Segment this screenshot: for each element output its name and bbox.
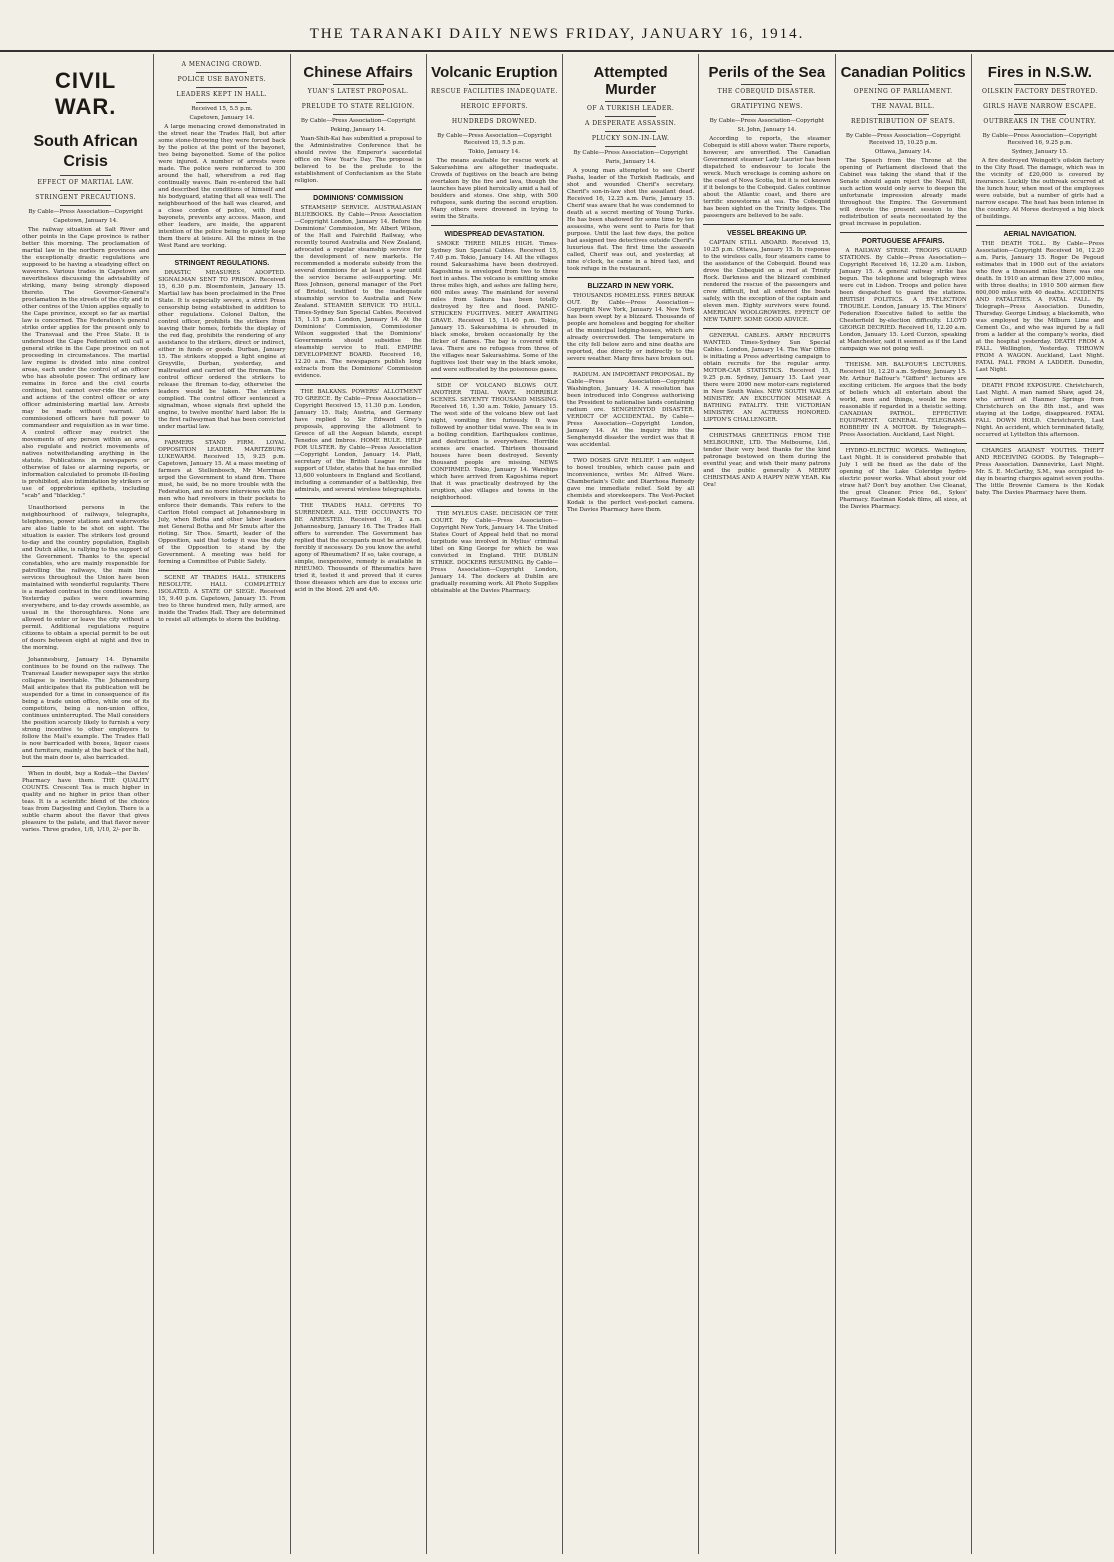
article-body: A large menacing crowd demonstrated in the street near the Trades Hall, but after some stone-throwing they were forced back by the police at the point of the bayonet, two being bayonetted. Some of the police were injured. A number of arrests were made. The police were reinforced to 300 around the hall, wherefrom a red flag continually waves. Bain re-entered the hall and described the conditions of himself and his bodyguard, stating that all was well. The neighbourhood of the hall was cleared, and a close cordon of police, with fixed bayonets, prevents any access. Mason, and other leaders, are inside, the apparent intention of the police being to quietly keep them there at leisure. All the mines in the West Rand are working. — [158, 124, 286, 249]
article-body-2: A RAILWAY STRIKE. TROOPS GUARD STATIONS. By Cable—Press Association—Copyright Received 16, 12.20 a.m. Lisbon, January 15. A general railway strike has begun. The telephone and telegraph wires were cut in Lisbon. Troops and police have been despatched to guard the stations. BRITISH POLITICS. A BY-ELECTION TROUBLE. London, January 15. The Miners' Federation Executive failed to settle the Chesterfield by-election difficulty. LLOYD GEORGE DECRIED. Received 16, 12.20 a.m. London, January 15. Lord Curzon, speaking at Manchester, said it seemed as if the Land campaign was not going well. — [839, 248, 967, 352]
divider — [878, 114, 929, 115]
section-rule — [295, 189, 422, 190]
article-body-4: CHARGES AGAINST YOUTHS. THEFT AND RECEIVING GOODS. By Telegraph—Press Association. Dannevirke, Last Night. Mr. S. E. McCarthy, S.M., was occupied to-day in hearing charges against seven youths. The little Brownie Camera is the Kodak baby. The Davies Pharmacy have them. — [975, 448, 1104, 496]
section-heading: AERIAL NAVIGATION. — [1003, 231, 1077, 238]
article-body-4: HYDRO-ELECTRIC WORKS. Wellington, Last Night. It is considered probable that July 1 will be fixed as the date of the opening of the Lake Coleridge hydro-electric power works. What about your old straw hat? Don't buy another. Use Cleanat, the great Cleaner. Price 6d., Sykes' Pharmacy. Eastman Kodak films, all sizes, at the Davies Pharmacy. — [839, 448, 967, 510]
column-heading: Perils of the Sea — [708, 64, 826, 81]
advertisement: When in doubt, buy a Kodak—the Davies' Pharmacy have them. THE QUALITY COUNTS. Crescent Tea is much higher in quality and no higher in price than other teas. It is a scientific blend of the choice teas from Darjeeling and Ceylon. There is a subtle charm about the flavor that gives pleasure to the palate, and that flavor never varies. Three grades, 1/8, 1/10, 2/- per lb. — [22, 771, 150, 833]
subheading: OF A TURKISH LEADER. — [587, 105, 675, 112]
article-body-3: Johannesburg, January 14. Dynamite continues to be found on the railway. The Transvaal Leader newspaper says the strike collapse is inevitable. The Johannesburg Mail anticipates that its publication will be suspended for a time in consequence of its being a trade union office, while one of its competitors, being a non-union office, continues uninterrupted. The Mail considers the position scarcely likely to furnish a very strong incentive to other employers to follow the Mail's example. The Trades Hall is now barricaded with boxes, liquor cases and furniture, mainly at the back of the hall, but the main door is, also barricaded. — [22, 657, 150, 761]
section-rule — [22, 766, 149, 767]
section-rule — [158, 435, 285, 436]
newspaper-title: THE TARANAKI DAILY NEWS FRIDAY, JANUARY 16, 1914. — [309, 26, 805, 42]
subheading: HUNDREDS DROWNED. — [451, 118, 537, 125]
article-body-2: STEAMSHIP SERVICE. AUSTRALASIAN BLUEBOOKS. By Cable—Press Association—Copyright London, January 14. Before the Dominions' Commission, Mr. Albert Wilson, of the Hall and Fairchild Railway, who recently toured Australia and New Zealand, advocated a regular steamship service for the development of new markets. He recommended a moderate subsidy from the several dominions for at least a year until the service became self-supporting. Mr. Ross Johnson, general manager of the Port of Bristol, testified to the inadequate steamship service to Australia and New Zealand. STEAMER SERVICE TO HULL. Times-Sydney Sun Special Cables. Received 15, 1.15 p.m. London, January 14. At the Dominions' Commission, Commissioner Wilson suggested that the Dominions' Governments should subsidise the steamship service to Hull. EMPIRE DEVELOPMENT BOARD. Received 16, 12.20 a.m. The newspapers publish long extracts from the Dominions' Commission evidence. — [294, 205, 422, 379]
divider — [605, 146, 656, 147]
section-heading: STRINGENT REGULATIONS. — [174, 260, 270, 267]
divider — [60, 190, 111, 191]
divider — [605, 116, 656, 117]
column-7 — [836, 54, 972, 1554]
masthead — [0, 0, 1114, 52]
section-rule — [840, 232, 967, 233]
section-heading: VESSEL BREAKING UP. — [727, 230, 807, 237]
article-body-3: THEISM. MR. BALFOUR'S LECTURES. Received 16, 12.20 a.m. Sydney, January 15. Mr. Arthur Balfour's "Gifford" lectures are exciting criticism. He argues that the body of beliefs which all entertain about the world, men and things, would be more reasonable if regarded in a theistic setting. CANADIAN PATROL. EFFECTIVE EQUIPMENT. GENERAL TELEGRAMS. ROBBERY IN A MOTOR. By Telegraph—Press Association. Auckland, Last Night. — [839, 362, 967, 438]
article-body: The means available for rescue work at Sakurashima are altogether inadequate. Crowds of fugitives on the beach are being overtaken by the fire and lava, though the launches have plied heroically amid a hail of boulders and stones. One ship, with 500 refugees, sank during the second eruption. Many others were drowned in trying to swim the Straits. — [430, 158, 558, 220]
section-rule — [976, 225, 1104, 226]
column-heading: Attempted Murder — [593, 64, 668, 98]
divider — [333, 114, 384, 115]
column-heading: Chinese Affairs — [303, 64, 413, 81]
article-body-2: DRASTIC MEASURES ADOPTED. SIGNALMAN SENT TO PRISON. Received 15, 6.30 p.m. Bloemfontein, January 15. Martial law has been proclaimed in the Free State. It is especially severe, a strict Press censorship being established in addition to other regulations. Colonel Dalton, the control officer, prohibits the strikers from leaving their homes, forbids the display of the red flag, prohibits the rendering of any assistance to the strikers, direct or indirect, either in funds or goods. Durban, January 15. The strikers stopped a light engine at Greyville, Durban, yesterday, and maltreated and carried off the fireman. The control officer ordered the strikers to release the fireman to-day, otherwise the leaders would be taken. The strikers complied. The control officer sentenced a signalman, whose signals first upheld the engine, to twelve months' hard labor. He is the first railwayman that has been convicted under martial law. — [158, 270, 286, 430]
subheading: POLICE USE BAYONETS. — [177, 76, 267, 83]
column-heading: Fires in N.S.W. — [987, 64, 1092, 81]
subheading: REDISTRIBUTION OF SEATS. — [850, 118, 956, 125]
divider — [878, 84, 929, 85]
credit-line: By Cable—Press Association—Copyright Received 15, 10.25 p.m. — [845, 133, 961, 146]
divider — [878, 99, 929, 100]
section-rule — [158, 254, 285, 255]
article-body-2: CAPTAIN STILL ABOARD. Received 15, 10.25 p.m. Ottawa, January 15. In response to the wireless calls, four steamers came to the assistance of the Cobequid. Bound was drove the Cobequid on a reef at Trinity Rock. Darkness and the blizzard combined rendered the rescue of the passengers and crew difficult, but all entered the boats safely, with the exception of the captain and eleven men. Eighty survivors were found. AMERICAN WOOLGROWERS. EFFECT OF NEW TARIFF. SOME GOOD ADVICE. — [703, 240, 831, 323]
credit-line: By Cable—Press Association—Copyright — [28, 209, 143, 215]
section-rule — [295, 498, 422, 499]
subheading: OILSKIN FACTORY DESTROYED. — [982, 88, 1098, 95]
section-rule — [703, 224, 830, 225]
article-body-3: RADIUM. AN IMPORTANT PROPOSAL. By Cable—Press Association—Copyright Washington, January 14. A resolution has been introduced into Congress authorising the President to nationalise lands containing radium ore. SENGHENYDD DISASTER. VERDICT OF ACCIDENTAL. By Cable—Press Association—Copyright London, January 14. At the inquiry into the Senghenydd disaster the verdict was that it was accidental. — [567, 372, 695, 448]
divider — [1014, 99, 1065, 100]
article-body: A fire destroyed Weingott's oilskin factory in the City Road. The damage, which was in the vicinity of £20,000 is covered by insurance. Luckily the outbreak occurred at the lunch hour, when most of the employees were outside, but a number of girls had a narrow escape. The heat has been intense in the country. At Moree destroyed a big block of buildings. — [975, 158, 1104, 220]
column-6 — [699, 54, 835, 1554]
section-rule — [431, 378, 558, 379]
column-heading: Volcanic Eruption — [431, 64, 558, 81]
column-2 — [154, 54, 290, 1554]
section-rule — [567, 277, 694, 278]
subheading: EFFECT OF MARTIAL LAW. — [37, 179, 134, 186]
section-rule — [295, 384, 422, 385]
article-body: A young man attempted to see Cherif Pasha, leader of the Turkish Radicals, and shot and wounded Cherif's secretary. Cherif's son-in-law shot the assailant dead. Received 16, 12.25 a.m. Paris, January 15. Cherif was aware that he was condemned to death at a secret meeting of Young Turks. He has been shadowed for some time by ten assassins, who were sent to Paris for that purpose. Until the last few days, the police had assigned two detectives outside Cherif's luxurious flat. The first time the assassin called, Cherif was out, and yesterday, at nine o'clock, he came in a hired taxi, and took refuge in the restaurant. — [567, 168, 695, 272]
dateline: Ottawa, January 14. — [874, 149, 932, 155]
article-body-2: THOUSANDS HOMELESS. FIRES BREAK OUT. By Cable—Press Association—Copyright New York, January 14. New York has been swept by a blizzard. Thousands of people are homeless and begging for shelter at the municipal lodging-houses, which are already overcrowded. The temperature in the city fell below zero and nine deaths are reported, due directly or indirectly to the severe weather. Many fires have broken out. — [567, 293, 695, 362]
page-columns — [18, 54, 1108, 1554]
column-1 — [18, 54, 154, 1554]
divider — [60, 175, 111, 176]
section-rule — [567, 367, 694, 368]
credit-line: Received 15, 5.5 p.m. — [191, 106, 253, 112]
article-body: According to reports, the steamer Cobequid is still above water. There reports, however, are unverified. The Canadian Government steamer Lady Laurier has been dispatched to endeavour to locate the wreck. Much wreckage is coming ashore on the coast of Nova Scotia, but it is not known if it belongs to the Cobequid. Gales continue about the Atlantic coast, and there are terrific snowstorms at sea. The Cobequid has been sighted on the Trinity ledges. The passengers are believed to be safe. — [703, 136, 831, 219]
section-heading: WIDESPREAD DEVASTATION. — [444, 231, 545, 238]
dateline: St. John, January 14. — [737, 127, 797, 133]
article-body-4: CHRISTMAS GREETINGS FROM THE MELBOURNE, LTD. The Melbourne, Ltd., tender their very best thanks for the kind patronage bestowed on them during the eventful year, and wish their many patrons and the public generally A MERRY CHRISTMAS AND A HAPPY NEW YEAR. Kia Ora! — [703, 433, 831, 488]
column-heading-2: South African Crisis — [33, 133, 138, 170]
section-rule — [840, 357, 967, 358]
column-5 — [563, 54, 699, 1554]
divider — [196, 72, 247, 73]
dateline: Capetown, January 14. — [189, 115, 255, 121]
section-rule — [703, 328, 830, 329]
subheading: HEROIC EFFORTS. — [460, 103, 528, 110]
article-body-4: TWO DOSES GIVE RELIEF. I am subject to bowel troubles, which cause pain and inconvenience, writes Mr. Alfred Ware. Chamberlain's Colic and Diarrhoea Remedy gave me immediate relief. Sold by all chemists and storekeepers. The Vest-Pocket Kodak is the perfect vest-pocket camera. The Davies Pharmacy have them. — [567, 458, 695, 513]
article-body: Yuan-Shih-Kai has submitted a proposal to the Administrative Conference that he should revive the Emperor's sacerdotal office on New Year's Day. The proposal is believed to be the prelude to the establishment of Confucianism as the State religion. — [294, 136, 422, 184]
section-rule — [567, 453, 694, 454]
divider — [196, 87, 247, 88]
credit-line: By Cable—Press Association—Copyright Received 15, 5.5 p.m. — [437, 133, 552, 146]
section-heading: BLIZZARD IN NEW YORK. — [587, 283, 674, 290]
column-8 — [972, 54, 1108, 1554]
divider — [741, 99, 792, 100]
divider — [1014, 114, 1065, 115]
subheading: LEADERS KEPT IN HALL. — [176, 91, 268, 98]
divider — [1014, 84, 1065, 85]
article-body: The railway situation at Salt River and other points in the Cape province is rather better this morning. The proclamation of martial law in the northern provinces and the exceptionally drastic regulations are supposed to be having a steadying effect on waverers. Various trades in Capetown are nevertheless discussing the advisability of striking, many being strongly disposed thereto. The Governor-General's proclamation in the streets of the city and in other centres of the Union applies equally to the Cape province, except so far as martial law is concerned. The Federation's general strike order applies for the present only to the Transvaal and the Free State. It is understood the Cape Federation will call a general strike in the Cape province on not proceeding in circumstances. The martial law regime is divided into nine control areas, each under the control of an officer who has absolute power. The ordinary law remains in force and the civil courts continue, but cannot over-ride the orders and actions of the control officer or any officer administering martial law. Arrests may be made without warrant. All commissioned officers have full power to commandeer and requisition as in war time. A control officer may restrict the movements of any person within an area, also regulate and restrict movements of natives notwithstanding anything in the statute. Publications in newspapers or otherwise of false or alarming reports, or information calculated to promote ill-feeling is prohibited, also intimidation by strikers or use of opprobrious epithets, including "scab" and "blackleg." — [22, 227, 150, 499]
subheading: THE COBEQUID DISASTER. — [717, 88, 817, 95]
column-3 — [291, 54, 427, 1554]
article-body-4: SCENE AT TRADES HALL. STRIKERS RESOLUTE. HALL COMPLETELY ISOLATED. A STATE OF SIEGE. Received 15, 9.40 p.m. Capetown, January 15. From two to three hundred men, fully armed, are inside the Trades Hall. They are determined to resist all attempts to storm the building. — [158, 575, 286, 623]
dateline: Peking, January 14. — [330, 127, 386, 133]
section-rule — [840, 443, 967, 444]
subheading: YUAN'S LATEST PROPOSAL. — [307, 88, 409, 95]
divider — [605, 101, 656, 102]
column-4 — [427, 54, 563, 1554]
divider — [469, 84, 520, 85]
subheading: OPENING OF PARLIAMENT. — [853, 88, 953, 95]
subheading: GRATIFYING NEWS. — [731, 103, 803, 110]
divider — [605, 131, 656, 132]
subheading: PRELUDE TO STATE RELIGION. — [301, 103, 415, 110]
divider — [196, 102, 247, 103]
subheading: PLUCKY SON-IN-LAW. — [591, 135, 670, 142]
article-body-3: FARMERS STAND FIRM. LOYAL OPPOSITION LEADER. MARITZBURG LUKEWARM. Received 15, 9.25 p.m. Capetown, January 15. At a mass meeting of farmers at Stellenbosch, Mr Merriman urged the Government to stand firm. There must, he said, be no more trouble with the Federation, and no more interviews with the men who had revolvers in their pockets to enforce their demands. This refers to the Carlton Hotel compact at Johannesburg in July, when Botha and other labor leaders met General Botha and Mr Smuts after the rioting. Sir Thos. Smartt, leader of the Opposition, said that today it was the duty of the Opposition to stand by the Government. A meeting was held for forming a Committee of Public Safety. — [158, 440, 286, 565]
article-body-2: SMOKE THREE MILES HIGH. Times-Sydney Sun Special Cables. Received 15, 7.40 p.m. Tokio, January 14. All the villages round Sakurashima have been destroyed. Kagoshima is enveloped from two to three feet in ashes. The volcano is emitting smoke three miles high, and ashes are falling here, 600 miles away. The mainland for several miles from Sakura has been totally destroyed by fire and flood. PANIC-STRICKEN FUGITIVES. MEET AWAITING GRAVE. Received 15, 11.40 p.m. Tokio, January 15. Sakurashima is shrouded in black smoke, broken occasionally by the flicker of flames. The bay is covered with lava. There are no refugees from three of the villages near Sakurashima. Some of the fugitives lost their way in the black smoke, and were suffocated by the poisonous gases. — [430, 241, 558, 373]
subheading: A DESPERATE ASSASSIN. — [584, 120, 677, 127]
divider — [741, 114, 792, 115]
subheading: GIRLS HAVE NARROW ESCAPE. — [983, 103, 1097, 110]
article-body-4: THE MYLEUS CASE. DECISION OF THE COURT. By Cable—Press Association—Copyright New York, January 14. The United States Court of Appeal held that no moral turpitude was involved in Mylius' criminal libel on King George for which he was convicted in England. THE DUBLIN STRIKE. DOCKERS RESUMING. By Cable—Press Association—Copyright London, January 14. The dockers at Dublin are gradually resuming work. All Photo Supplies obtainable at the Davies Pharmacy. — [430, 511, 558, 594]
subheading: STRINGENT PRECAUTIONS. — [35, 194, 137, 201]
credit-line: By Cable—Press Association—Copyright Received 16, 9.25 p.m. — [982, 133, 1098, 146]
divider — [741, 84, 792, 85]
section-heading: DOMINIONS' COMMISSION — [313, 195, 404, 202]
article-body-4: THE TRADES HALL OFFERS TO SURRENDER. ALL THE OCCUPANTS TO BE ARRESTED. Received 16, 2 a.m. Johannesburg, January 16. The Trades Hall offers to surrender. The Government has replied that the occupants must be arrested, forcibly if necessary. Do you know the awful agony of Rheumatism? If so, take courage, a simple, inexpensive, remedy is available in RHEUMO. Thousands of Rheumatics have tried it, tested it and proved that it cures those diseases which are due to excess uric acid in the blood. 2/6 and 4/6. — [294, 503, 422, 593]
credit-line: By Cable—Press Association—Copyright — [573, 150, 688, 156]
credit-line: By Cable—Press Association—Copyright — [709, 118, 825, 124]
dateline: Tokio, January 14. — [468, 149, 521, 155]
subheading: THE NAVAL BILL. — [871, 103, 935, 110]
article-body: The Speech from the Throne at the opening of Parliament disclosed that the Cabinet was taking the stand that if the Senate should again reject the Naval Bill, such action would only serve to deepen the unfortunate impression already made throughout the Empire. The Government will devote the present session to the redistribution of seats necessitated by the great increase in population. — [839, 158, 967, 227]
dateline: Paris, January 14. — [605, 159, 656, 165]
divider — [333, 84, 384, 85]
divider — [469, 99, 520, 100]
subheading: OUTBREAKS IN THE COUNTRY. — [983, 118, 1097, 125]
article-body-3: SIDE OF VOLCANO BLOWS OUT. ANOTHER TIDAL WAVE. HORRIBLE SCENES. SEVENTY THOUSAND MISSING. Received 16, 1.30 a.m. Tokio, January 15. The west side of the volcano blew out last night, vomiting fire furiously. It was followed by another tidal wave. The sea is in a boiling condition. Earthquakes continue, and destruction is everywhere. Horrible scenes are enacted. Thirteen thousand houses have been destroyed. Seventy thousand people are missing. NEWS CONFIRMED. Tokio, January 14. Warships which have arrived from Kagoshima report that it was practically destroyed by the eruption, also villages and towns in the neighborhood. — [430, 383, 558, 501]
article-body-2: THE DEATH TOLL. By Cable—Press Association—Copyright Received 16, 12.20 a.m. Paris, January 15. Roger De Pegoud estimates that in 1900 out of the aviators who flew a thousand miles there was one death. In 1910 an airman flew 27,000 miles, with three deaths; in 1910 500 airmen flew 600,000 miles with 40 deaths. ACCIDENTS AND FATALITIES. A FATAL FALL. By Telegraph—Press Association. Dunedin, Thursday. George Lindsay, a blacksmith, who was employed by the Milburn Lime and Cement Co., and who was injured by a fall from a ladder at the company's works, died at the hospital yesterday. DEATH FROM A FALL. Wellington, Yesterday. THROWN FROM A WAGON. Auckland, Last Night. FATAL FALL FROM A LADDER. Dunedin, Last Night. — [975, 241, 1104, 373]
divider — [469, 129, 520, 130]
credit-line: By Cable—Press Association—Copyright — [300, 118, 416, 124]
article-body-2: Unauthorised persons in the neighbourhood of railways, telegraphs, telephones, power stations and waterworks are also liable to be shot on sight. The situation is easier. The strikers lost ground to-day and the country population, English and Dutch alike, is rallying to the support of the Government. Thanks to the special constables, who are mainly responsible for patrolling the railways, the main line services throughout the Union have been maintained with wonderful regularity. There is a marked contrast in the conditions here. Yesterday pailes were swarming everywhere, and to-day crowds assemble, as usual in the thoroughfares. None are allowed to enter or leave the city without a permit. Additional regulations require citizens to obtain a special permit to be out of doors between eight at night and five in the morning. — [22, 505, 150, 651]
section-heading: PORTUGUESE AFFAIRS. — [861, 238, 945, 245]
subheading: A MENACING CROWD. — [181, 61, 263, 68]
dateline: Capetown, January 14. — [53, 218, 118, 224]
subheading: RESCUE FACILITIES INADEQUATE. — [431, 88, 558, 95]
dateline: Sydney, January 15. — [1011, 149, 1068, 155]
section-rule — [431, 225, 558, 226]
column-heading: CIVIL WAR. — [54, 68, 117, 119]
section-rule — [976, 443, 1104, 444]
section-rule — [431, 506, 558, 507]
article-body-3: DEATH FROM EXPOSURE. Christchurch, Last Night. A man named Shaw, aged 24, who arrived at Hanmer Springs from Christchurch on the 8th inst., and was staying at the Lodge, disappeared. FATAL FALL DOWN HOLD. Christchurch, Last Night. An accident, which terminated fatally, occurred at Lyttelton this afternoon. — [975, 383, 1104, 438]
divider — [878, 129, 929, 130]
section-rule — [976, 378, 1104, 379]
section-rule — [158, 570, 285, 571]
divider — [60, 205, 111, 206]
divider — [333, 99, 384, 100]
section-rule — [703, 428, 830, 429]
article-body-3: THE BALKANS. POWERS' ALLOTMENT TO GREECE. By Cable—Press Association—Copyright Received 15, 11.30 p.m. London, January 15. Italy, Austria, and Germany have replied to Sir Edward Grey's proposals, approving the allotment to Greece of all the Aegean Islands, except Tenedos and Imbros. HOME RULE. HELP FOR ULSTER. By Cable—Press Association—Copyright London, January 14. Platt, secretary of the British League for the support of Ulster, states that he has enrolled 13,600 volunteers in England and Scotland, including a commander of a battleship, five admirals, and several wireless telegraphists. — [294, 389, 422, 493]
divider — [469, 114, 520, 115]
divider — [1014, 129, 1065, 130]
article-body-3: GENERAL CABLES. ARMY RECRUITS WANTED. Times-Sydney Sun Special Cables. London, January 14. The War Office is initiating a Press advertising campaign to obtain recruits for the regular army. MOTOR-CAR STATISTICS. Received 15, 9.25 p.m. Sydney, January 15. Last year there were 2090 new motor-cars registered in New South Wales. NEW SOUTH WALES MINISTRY. AN EXECUTION MISHAP. A BATHING FATALITY. THE VICTORIAN MINISTRY. AN ACTRESS HONORED. LIPTON'S CHALLENGER. — [703, 333, 831, 423]
column-heading: Canadian Politics — [840, 64, 966, 81]
